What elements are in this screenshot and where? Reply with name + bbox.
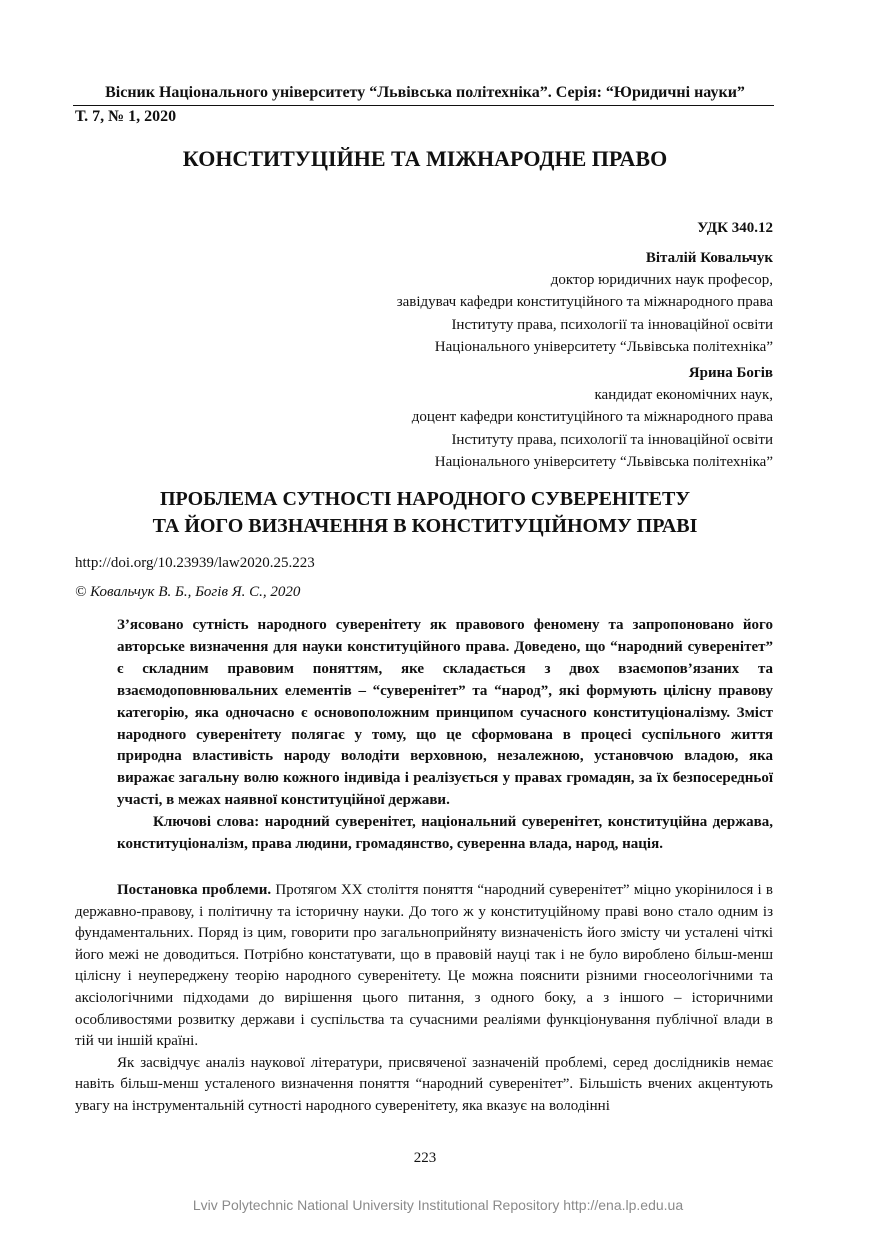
author-affiliation-line: Інституту права, психології та інноваційної освіти [451,316,773,333]
copyright-notice: © Ковальчук В. Б., Богів Я. С., 2020 [75,584,301,600]
paragraph-lead: Постановка проблеми. [117,882,272,898]
article-title-line: ПРОБЛЕМА СУТНОСТІ НАРОДНОГО СУВЕРЕНІТЕТУ [159,488,691,510]
paragraph-text: Протягом XX століття поняття “народний суверенітет” міцно укорінилося і в державно-правову, і політичну та історичну науки. До того ж у конституційному праві воно стало одним із фундаментальних. Поряд із цим, говорити про загальноприйняту визначеність його змісту чи усталені чіткі його межі не доводиться. Потрібно констатувати, що в правовій науці так і не було вироблено більш-менш цілісну і неупереджену теорію народного суверенітету. Це можна пояснити різними гносеологічними та аксіологічними підходами до вирішення цього питання, з одного боку, а з іншого – історичними особливостями розвитку держави і суспільства та сучасними реаліями функціонування публічної влади в тій чи іншій країні. [75,882,774,1050]
article-title [75,486,775,540]
author-affiliation-line: Національного університету “Львівська політехніка” [434,453,773,470]
udc-code: УДК 340.12 [697,220,773,236]
author-affiliation-line: Національного університету “Львівська політехніка” [434,338,773,355]
header-rule [73,105,774,106]
article-title-line: ТА ЙОГО ВИЗНАЧЕННЯ В КОНСТИТУЦІЙНОМУ ПРАВІ [152,515,698,537]
keywords: Ключові слова: народний суверенітет, національний суверенітет, конституційна держава, конституціоналізм, права людини, громадянство, суверенна влада, народ, нація. [117,814,773,853]
author-block-1 [397,247,773,358]
author-affiliation-line: доктор юридичних наук професор, [550,272,773,289]
journal-header: Вісник Національного університету “Львівська політехніка”. Серія: “Юридичні науки” [105,84,745,101]
doi-link[interactable]: http://doi.org/10.23939/law2020.25.223 [75,555,315,571]
author-name: Ярина Богів [688,365,773,381]
body-paragraph [75,880,773,1053]
abstract-text: З’ясовано сутність народного суверенітету як правового феномену та запропоновано його авторське визначення для науки конституційного права. Доведено, що “народний суверенітет” є складним правовим поняттям, яке складається з двох взаємопов’язаних та взаємодоповнювальних елементів – “суверенітет” та “народ”, які формують цілісну правову категорію, яка одночасно є основоположним принципом сучасного конституціоналізму. Зміст народного суверенітету полягає у тому, що це сформована в процесі суспільного життя природна властивість народу володіти верховною, незалежною, установчою владою, яка виражає загальну волю кожного індивіда і реалізується у правах громадян, за їх безпосередньої участі, в межах наявної конституційної держави. [117,617,773,809]
repository-footer: Lviv Polytechnic National University Institutional Repository http://ena.lp.edu.ua [192,1197,684,1213]
author-affiliation-line: завідувач кафедри конституційного та міжнародного права [396,294,773,311]
article-body [75,880,773,1118]
body-paragraph: Як засвідчує аналіз наукової літератури, присвяченої зазначеній проблемі, серед дослідників немає навіть більш-менш усталеного визначення поняття “народний суверенітет”. Більшість вчених акцентують увагу на інструментальній сутності народного суверенітету, яка вказує на володінні [75,1054,773,1114]
abstract [117,615,773,856]
author-affiliation-line: Інституту права, психології та інноваційної освіти [451,431,773,448]
issue-info: Т. 7, № 1, 2020 [75,108,177,125]
author-affiliation-line: кандидат економічних наук, [594,387,773,404]
author-block-2 [412,362,773,473]
author-affiliation-line: доцент кафедри конституційного та міжнародного права [411,409,773,426]
section-title: КОНСТИТУЦІЙНЕ ТА МІЖНАРОДНЕ ПРАВО [182,146,668,171]
page-number: 223 [413,1150,437,1166]
author-name: Віталій Ковальчук [645,250,773,266]
